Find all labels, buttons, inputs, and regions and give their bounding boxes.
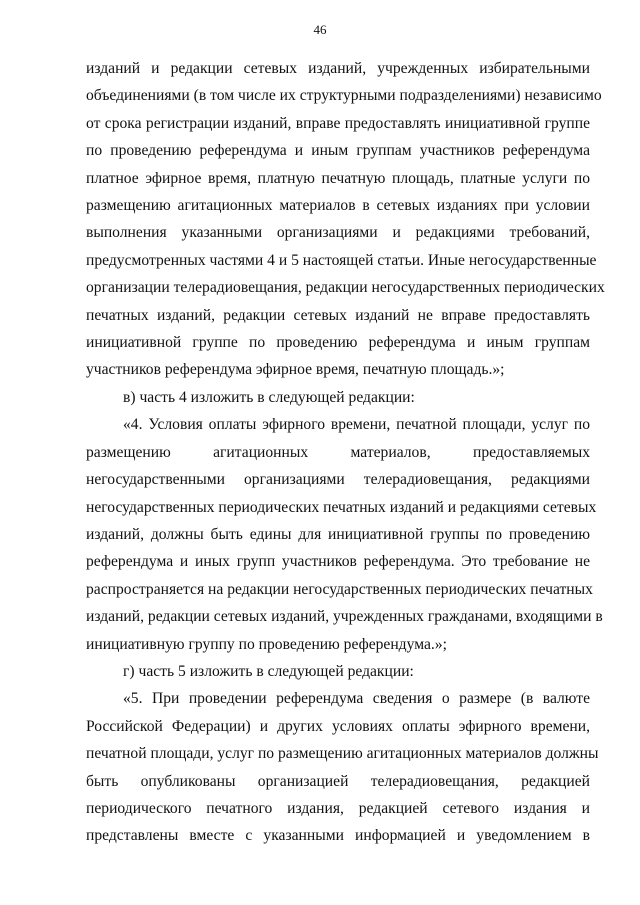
text-line: представлены вместе с указанными информацией и уведомлением в (86, 827, 590, 845)
text-line: печатной площади, услуг по размещению агитационных материалов должны (86, 745, 599, 763)
text-line: периодического печатного издания, редакцией сетевого издания и (86, 799, 590, 817)
text-line: «4. Условия оплаты эфирного времени, печатной площади, услуг по (123, 416, 590, 434)
page-number: 46 (313, 22, 327, 37)
text-line: платное эфирное время, платную печатную площадь, платные услуги по (86, 169, 590, 187)
text-line: изданий и редакции сетевых изданий, учрежденных избирательными (86, 60, 590, 77)
text-line: инициативную группу по проведению референдума.»; (86, 635, 447, 653)
text-line: распространяется на редакции негосударственных периодических печатных (86, 580, 593, 598)
text-line: быть опубликованы организацией телерадиовещания, редакцией (86, 772, 590, 790)
document-body (86, 55, 605, 850)
text-line: изданий, редакции сетевых изданий, учрежденных гражданами, входящими в (86, 608, 603, 626)
text-line: «5. При проведении референдума сведения о размере (в валюте (123, 690, 590, 708)
text-line: печатных изданий, редакции сетевых изданий не вправе предоставлять (86, 306, 590, 324)
text-line: негосударственными организациями телерадиовещания, редакциями (86, 471, 590, 489)
text-line: размещению агитационных материалов в сетевых изданиях при условии (86, 197, 590, 215)
text-line: инициативной группе по проведению референдума и иным группам (86, 334, 590, 352)
text-line: в) часть 4 изложить в следующей редакции: (123, 388, 415, 406)
text-line: Российской Федерации) и других условиях оплаты эфирного времени, (86, 717, 590, 735)
text-line: г) часть 5 изложить в следующей редакции: (123, 662, 414, 680)
text-line: референдума и иных групп участников референдума. Это требование не (86, 553, 590, 571)
text-line: выполнения указанными организациями и редакциями требований, (86, 224, 590, 242)
text-line: объединениями (в том числе их структурными подразделениями) независимо (86, 87, 602, 105)
text-line: негосударственных периодических печатных изданий и редакциями сетевых (86, 498, 597, 516)
text-line: по проведению референдума и иным группам участников референдума (86, 142, 590, 160)
text-line: предусмотренных частями 4 и 5 настоящей статьи. Иные негосударственные (86, 251, 597, 269)
text-line: размещению агитационных материалов, предоставляемых (86, 443, 590, 461)
text-line: организации телерадиовещания, редакции негосударственных периодических (86, 279, 605, 297)
text-line: от срока регистрации изданий, вправе предоставлять инициативной группе (86, 114, 590, 132)
text-line: участников референдума эфирное время, печатную площадь.»; (86, 361, 505, 379)
text-line: изданий, должны быть едины для инициативной группы по проведению (86, 525, 590, 543)
